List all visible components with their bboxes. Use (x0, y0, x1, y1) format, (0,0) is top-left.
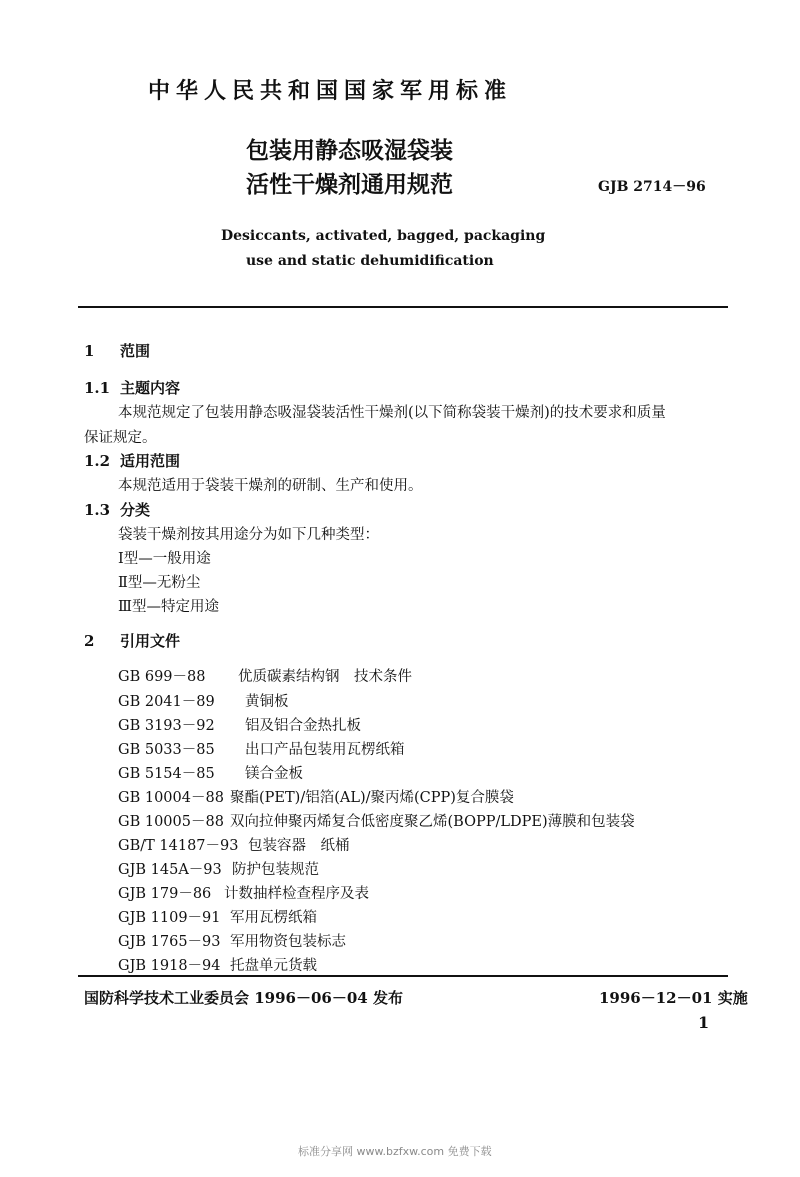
reference-title: 托盘单元货载 (230, 958, 317, 974)
reference-code: GJB 1765－93 (118, 934, 221, 950)
section-title: 范围 (120, 342, 151, 360)
reference-title: 铝及铝合金热扎板 (245, 718, 361, 734)
document-title-line2: 活性干燥剂通用规范 (246, 171, 453, 198)
section-1-1-paragraph-line2: 保证规定。 (84, 430, 157, 446)
reference-title: 优质碳素结构钢 技术条件 (238, 669, 412, 685)
section-number: 1.3 (84, 501, 111, 519)
section-1-2-heading (84, 450, 180, 471)
reference-code: GJB 179－86 (118, 886, 212, 902)
section-1-3-heading (84, 499, 150, 520)
reference-item (118, 930, 346, 951)
reference-item (118, 906, 317, 927)
page-number: 1 (698, 1013, 710, 1032)
section-1-1-paragraph-line1: 本规范规定了包装用静态吸湿袋装活性干燥剂(以下简称袋装干燥剂)的技术要求和质量 (118, 405, 666, 421)
reference-item (118, 738, 405, 759)
reference-item (118, 665, 412, 686)
document-title-line1: 包装用静态吸湿袋装 (246, 137, 453, 164)
reference-code: GB 10005－88 (118, 814, 224, 830)
section-1-heading (84, 340, 150, 361)
reference-code: GB 10004－88 (118, 790, 224, 806)
watermark: 标准分享网 www.bzfxw.com 免费下载 (298, 1145, 492, 1158)
reference-title: 镁合金板 (245, 766, 303, 782)
reference-item (118, 714, 361, 735)
reference-code: GB/T 14187－93 (118, 838, 239, 854)
reference-code: GB 5033－85 (118, 742, 215, 758)
section-2-heading (84, 630, 180, 651)
reference-code: GB 3193－92 (118, 718, 215, 734)
section-number: 1.2 (84, 452, 111, 470)
reference-code: GJB 1918－94 (118, 958, 221, 974)
reference-code: GB 2041－89 (118, 694, 215, 710)
section-title: 引用文件 (120, 632, 181, 650)
footer-divider (78, 975, 728, 977)
type-list-item: Ⅰ型—一般用途 (118, 551, 211, 567)
reference-title: 出口产品包装用瓦楞纸箱 (245, 742, 405, 758)
section-title: 主题内容 (120, 379, 181, 397)
reference-item (118, 762, 303, 783)
type-list-item: Ⅱ型—无粉尘 (118, 575, 201, 591)
english-title-line1: Desiccants, activated, bagged, packaging (221, 228, 546, 244)
reference-title: 双向拉伸聚丙烯复合低密度聚乙烯(BOPP/LDPE)薄膜和包装袋 (230, 814, 635, 830)
issue-statement: 国防科学技术工业委员会 1996－06－04 发布 (84, 989, 403, 1007)
reference-title: 聚酯(PET)/铝箔(AL)/聚丙烯(CPP)复合膜袋 (230, 790, 514, 806)
reference-title: 黄铜板 (245, 694, 289, 710)
reference-item (118, 810, 635, 831)
reference-title: 防护包装规范 (232, 862, 319, 878)
section-title: 适用范围 (120, 452, 181, 470)
reference-title: 包装容器 纸桶 (248, 838, 350, 854)
section-1-1-heading (84, 377, 180, 398)
english-title-line2: use and static dehumidification (246, 253, 494, 269)
section-number: 1 (84, 342, 95, 360)
reference-code: GB 699－88 (118, 669, 206, 685)
reference-item (118, 882, 369, 903)
type-list-item: Ⅲ型—特定用途 (118, 599, 219, 615)
reference-code: GJB 1109－91 (118, 910, 221, 926)
reference-item (118, 690, 289, 711)
reference-item (118, 858, 319, 879)
header-divider (78, 306, 728, 308)
section-title: 分类 (120, 501, 151, 519)
reference-code: GJB 145A－93 (118, 862, 222, 878)
reference-title: 军用物资包装标志 (230, 934, 346, 950)
effective-date: 1996－12－01 实施 (599, 989, 748, 1007)
section-number: 2 (84, 632, 95, 650)
section-1-3-intro: 袋装干燥剂按其用途分为如下几种类型： (118, 527, 379, 543)
section-number: 1.1 (84, 379, 111, 397)
section-1-2-paragraph: 本规范适用于袋装干燥剂的研制、生产和使用。 (118, 478, 423, 494)
reference-code: GB 5154－85 (118, 766, 215, 782)
reference-item (118, 954, 317, 975)
reference-item (118, 834, 350, 855)
reference-title: 计数抽样检查程序及表 (224, 886, 369, 902)
standard-code: GJB 2714－96 (598, 179, 706, 195)
reference-title: 军用瓦楞纸箱 (230, 910, 317, 926)
reference-item (118, 786, 514, 807)
standard-category-title: 中华人民共和国国家军用标准 (148, 78, 513, 104)
